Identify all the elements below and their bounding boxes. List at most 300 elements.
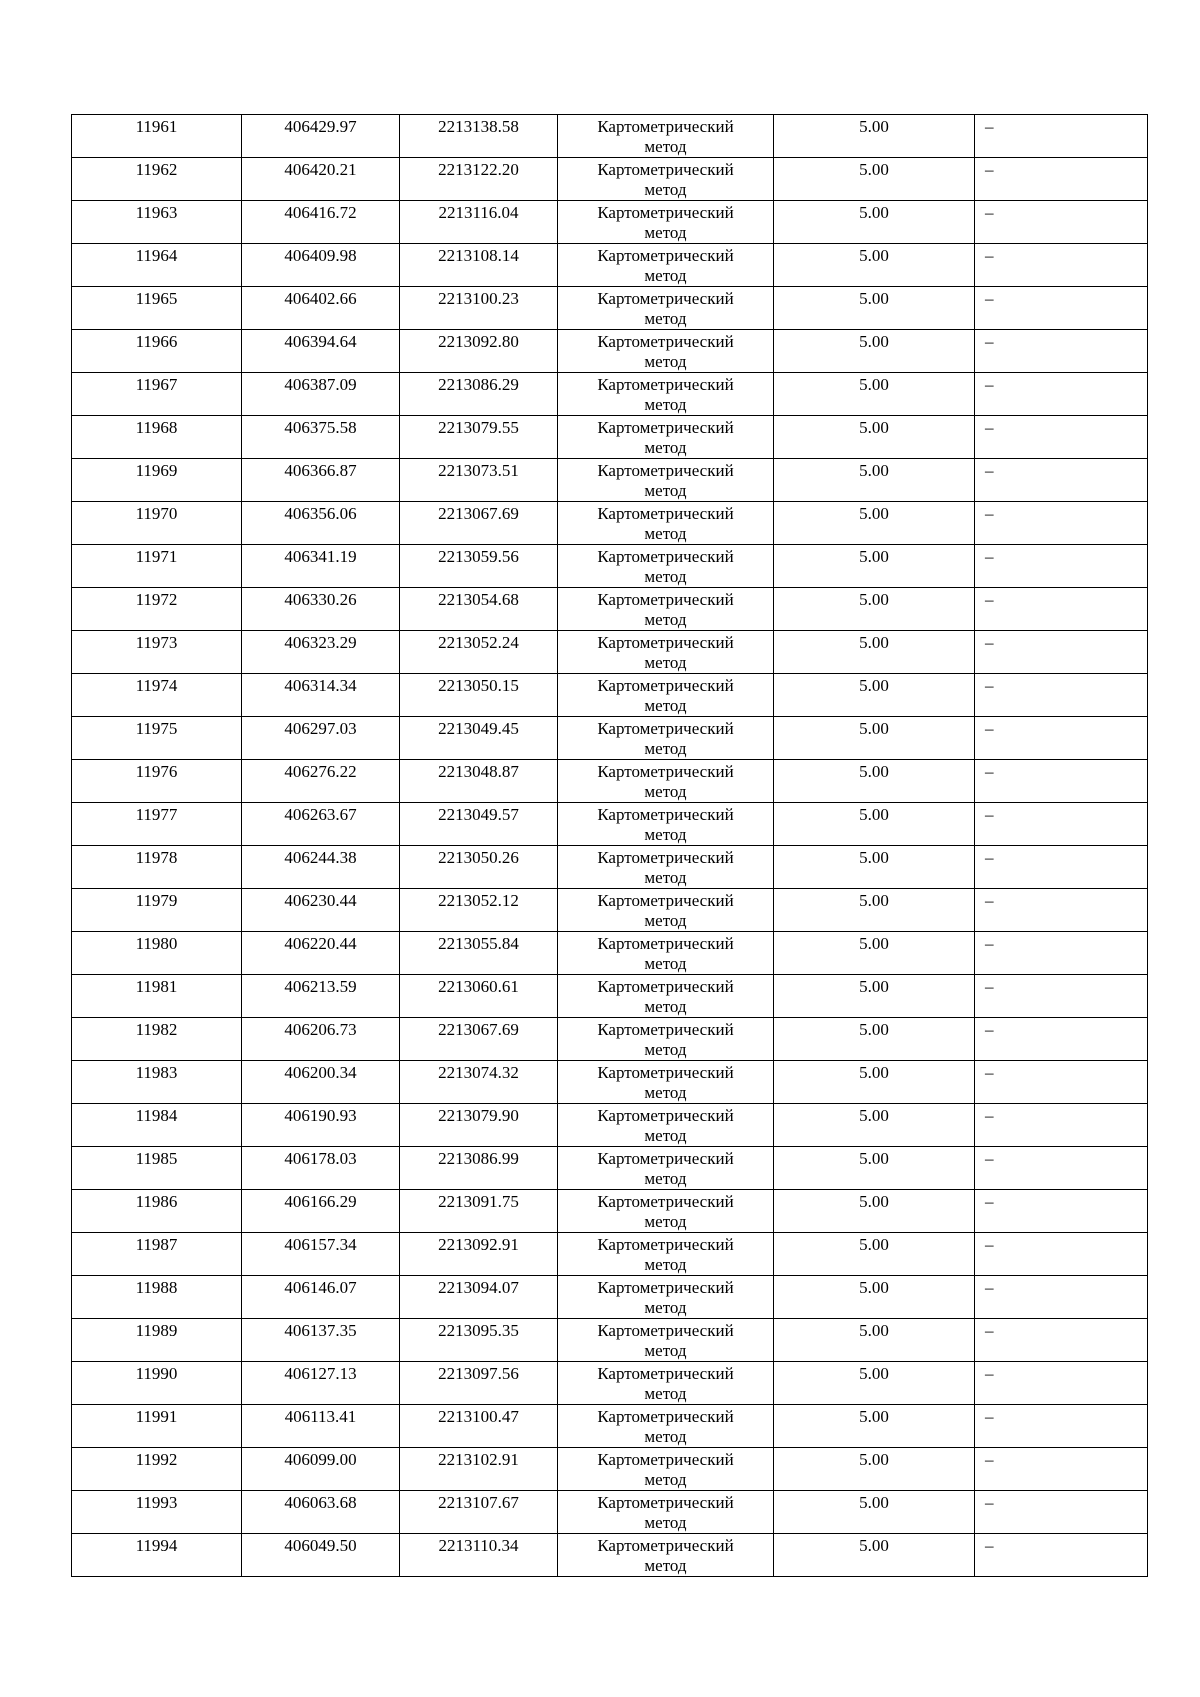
y-coordinate-cell bbox=[400, 502, 558, 545]
accuracy-cell-text: 5.00 bbox=[859, 289, 889, 308]
x-coordinate-cell bbox=[242, 287, 400, 330]
method-text bbox=[558, 1147, 773, 1189]
x-coordinate-cell bbox=[242, 1061, 400, 1104]
note-cell bbox=[975, 373, 1148, 416]
x-coordinate-cell-text: 406416.72 bbox=[284, 203, 357, 222]
point-number-cell bbox=[72, 1104, 242, 1147]
x-coordinate-cell-text: 406157.34 bbox=[284, 1235, 357, 1254]
accuracy-cell-text: 5.00 bbox=[859, 1020, 889, 1039]
method-line-2: метод bbox=[644, 137, 687, 156]
method-line-2: метод bbox=[644, 1212, 687, 1231]
note-cell bbox=[975, 1018, 1148, 1061]
x-coordinate-cell-text: 406113.41 bbox=[284, 1407, 357, 1426]
method-text bbox=[558, 975, 773, 1017]
table-row bbox=[72, 115, 1148, 158]
x-coordinate-cell bbox=[242, 1534, 400, 1577]
y-coordinate-cell bbox=[400, 287, 558, 330]
method-cell bbox=[558, 932, 774, 975]
y-coordinate-cell bbox=[400, 1362, 558, 1405]
point-number-cell bbox=[72, 1405, 242, 1448]
point-number-cell-text: 11973 bbox=[135, 633, 178, 652]
y-coordinate-cell-text: 2213052.24 bbox=[438, 633, 519, 652]
method-line-2: метод bbox=[644, 1169, 687, 1188]
method-text bbox=[558, 1319, 773, 1361]
note-cell-text: – bbox=[985, 1106, 994, 1125]
coordinates-table-body bbox=[72, 115, 1148, 1577]
x-coordinate-cell-text: 406190.93 bbox=[284, 1106, 357, 1125]
x-coordinate-cell bbox=[242, 631, 400, 674]
table-row bbox=[72, 1190, 1148, 1233]
method-line-1: Картометрический bbox=[597, 1020, 734, 1039]
y-coordinate-cell-text: 2213052.12 bbox=[438, 891, 519, 910]
point-number-cell bbox=[72, 545, 242, 588]
accuracy-cell-text: 5.00 bbox=[859, 203, 889, 222]
x-coordinate-cell-text: 406220.44 bbox=[284, 934, 357, 953]
y-coordinate-cell-text: 2213079.90 bbox=[438, 1106, 519, 1125]
y-coordinate-cell-text: 2213086.99 bbox=[438, 1149, 519, 1168]
method-line-2: метод bbox=[644, 610, 687, 629]
x-coordinate-cell-text: 406063.68 bbox=[284, 1493, 357, 1512]
accuracy-cell bbox=[774, 373, 975, 416]
method-line-1: Картометрический bbox=[597, 1192, 734, 1211]
accuracy-cell-text: 5.00 bbox=[859, 418, 889, 437]
note-cell bbox=[975, 287, 1148, 330]
point-number-cell-text: 11981 bbox=[135, 977, 178, 996]
note-cell bbox=[975, 1319, 1148, 1362]
method-cell bbox=[558, 1190, 774, 1233]
method-line-2: метод bbox=[644, 1040, 687, 1059]
point-number-cell bbox=[72, 1319, 242, 1362]
method-cell bbox=[558, 1491, 774, 1534]
y-coordinate-cell-text: 2213107.67 bbox=[438, 1493, 519, 1512]
method-cell bbox=[558, 674, 774, 717]
method-cell bbox=[558, 1448, 774, 1491]
method-cell bbox=[558, 201, 774, 244]
table-row bbox=[72, 244, 1148, 287]
method-line-1: Картометрический bbox=[597, 504, 734, 523]
method-line-1: Картометрический bbox=[597, 1407, 734, 1426]
table-row bbox=[72, 717, 1148, 760]
method-cell bbox=[558, 459, 774, 502]
method-text bbox=[558, 674, 773, 716]
accuracy-cell-text: 5.00 bbox=[859, 547, 889, 566]
point-number-cell-text: 11994 bbox=[135, 1536, 178, 1555]
method-text bbox=[558, 1190, 773, 1232]
note-cell bbox=[975, 459, 1148, 502]
note-cell-text: – bbox=[985, 1192, 994, 1211]
method-line-1: Картометрический bbox=[597, 160, 734, 179]
point-number-cell-text: 11975 bbox=[135, 719, 178, 738]
x-coordinate-cell bbox=[242, 1233, 400, 1276]
point-number-cell bbox=[72, 717, 242, 760]
note-cell-text: – bbox=[985, 289, 994, 308]
y-coordinate-cell bbox=[400, 158, 558, 201]
table-row bbox=[72, 975, 1148, 1018]
y-coordinate-cell-text: 2213050.26 bbox=[438, 848, 519, 867]
method-line-2: метод bbox=[644, 782, 687, 801]
x-coordinate-cell bbox=[242, 115, 400, 158]
y-coordinate-cell-text: 2213108.14 bbox=[438, 246, 519, 265]
y-coordinate-cell bbox=[400, 373, 558, 416]
note-cell-text: – bbox=[985, 1450, 994, 1469]
point-number-cell bbox=[72, 631, 242, 674]
method-cell bbox=[558, 631, 774, 674]
note-cell-text: – bbox=[985, 160, 994, 179]
method-text bbox=[558, 1448, 773, 1490]
y-coordinate-cell bbox=[400, 1276, 558, 1319]
point-number-cell-text: 11974 bbox=[135, 676, 178, 695]
table-row bbox=[72, 373, 1148, 416]
x-coordinate-cell bbox=[242, 846, 400, 889]
method-text bbox=[558, 459, 773, 501]
y-coordinate-cell bbox=[400, 760, 558, 803]
accuracy-cell-text: 5.00 bbox=[859, 934, 889, 953]
method-line-1: Картометрический bbox=[597, 848, 734, 867]
note-cell-text: – bbox=[985, 977, 994, 996]
accuracy-cell bbox=[774, 803, 975, 846]
note-cell bbox=[975, 1061, 1148, 1104]
method-line-2: метод bbox=[644, 1255, 687, 1274]
y-coordinate-cell bbox=[400, 1018, 558, 1061]
y-coordinate-cell bbox=[400, 115, 558, 158]
accuracy-cell bbox=[774, 1405, 975, 1448]
table-row bbox=[72, 545, 1148, 588]
y-coordinate-cell-text: 2213097.56 bbox=[438, 1364, 519, 1383]
method-line-1: Картометрический bbox=[597, 762, 734, 781]
x-coordinate-cell-text: 406127.13 bbox=[284, 1364, 357, 1383]
method-cell bbox=[558, 1061, 774, 1104]
note-cell-text: – bbox=[985, 805, 994, 824]
y-coordinate-cell-text: 2213054.68 bbox=[438, 590, 519, 609]
point-number-cell bbox=[72, 932, 242, 975]
note-cell-text: – bbox=[985, 719, 994, 738]
note-cell bbox=[975, 760, 1148, 803]
method-text bbox=[558, 803, 773, 845]
accuracy-cell bbox=[774, 760, 975, 803]
point-number-cell-text: 11966 bbox=[135, 332, 178, 351]
method-line-2: метод bbox=[644, 997, 687, 1016]
y-coordinate-cell-text: 2213138.58 bbox=[438, 117, 519, 136]
method-line-2: метод bbox=[644, 1298, 687, 1317]
x-coordinate-cell bbox=[242, 459, 400, 502]
method-text bbox=[558, 287, 773, 329]
y-coordinate-cell bbox=[400, 717, 558, 760]
table-row bbox=[72, 1233, 1148, 1276]
y-coordinate-cell bbox=[400, 889, 558, 932]
y-coordinate-cell bbox=[400, 545, 558, 588]
note-cell-text: – bbox=[985, 332, 994, 351]
method-line-1: Картометрический bbox=[597, 1493, 734, 1512]
method-cell bbox=[558, 717, 774, 760]
method-text bbox=[558, 1491, 773, 1533]
accuracy-cell bbox=[774, 1362, 975, 1405]
y-coordinate-cell-text: 2213086.29 bbox=[438, 375, 519, 394]
method-text bbox=[558, 330, 773, 372]
accuracy-cell bbox=[774, 1233, 975, 1276]
method-line-1: Картометрический bbox=[597, 1235, 734, 1254]
note-cell bbox=[975, 1104, 1148, 1147]
method-text bbox=[558, 416, 773, 458]
note-cell-text: – bbox=[985, 1321, 994, 1340]
method-cell bbox=[558, 1104, 774, 1147]
x-coordinate-cell bbox=[242, 1362, 400, 1405]
point-number-cell-text: 11992 bbox=[135, 1450, 178, 1469]
accuracy-cell-text: 5.00 bbox=[859, 461, 889, 480]
note-cell bbox=[975, 1190, 1148, 1233]
accuracy-cell bbox=[774, 545, 975, 588]
y-coordinate-cell bbox=[400, 1190, 558, 1233]
table-row bbox=[72, 760, 1148, 803]
method-line-2: метод bbox=[644, 653, 687, 672]
point-number-cell-text: 11970 bbox=[135, 504, 178, 523]
note-cell bbox=[975, 1233, 1148, 1276]
method-line-2: метод bbox=[644, 1083, 687, 1102]
point-number-cell-text: 11971 bbox=[135, 547, 178, 566]
method-cell bbox=[558, 416, 774, 459]
point-number-cell bbox=[72, 1061, 242, 1104]
method-line-2: метод bbox=[644, 868, 687, 887]
point-number-cell bbox=[72, 201, 242, 244]
x-coordinate-cell-text: 406323.29 bbox=[284, 633, 357, 652]
y-coordinate-cell bbox=[400, 1061, 558, 1104]
note-cell-text: – bbox=[985, 418, 994, 437]
point-number-cell bbox=[72, 1147, 242, 1190]
method-line-1: Картометрический bbox=[597, 203, 734, 222]
method-cell bbox=[558, 1405, 774, 1448]
method-line-1: Картометрический bbox=[597, 418, 734, 437]
accuracy-cell-text: 5.00 bbox=[859, 375, 889, 394]
x-coordinate-cell-text: 406166.29 bbox=[284, 1192, 357, 1211]
method-text bbox=[558, 846, 773, 888]
table-row bbox=[72, 1448, 1148, 1491]
point-number-cell-text: 11990 bbox=[135, 1364, 178, 1383]
point-number-cell bbox=[72, 244, 242, 287]
method-cell bbox=[558, 373, 774, 416]
accuracy-cell-text: 5.00 bbox=[859, 246, 889, 265]
method-line-2: метод bbox=[644, 1470, 687, 1489]
method-line-2: метод bbox=[644, 954, 687, 973]
x-coordinate-cell bbox=[242, 545, 400, 588]
x-coordinate-cell-text: 406230.44 bbox=[284, 891, 357, 910]
method-cell bbox=[558, 115, 774, 158]
accuracy-cell bbox=[774, 1104, 975, 1147]
method-line-2: метод bbox=[644, 180, 687, 199]
point-number-cell bbox=[72, 1233, 242, 1276]
point-number-cell bbox=[72, 803, 242, 846]
accuracy-cell bbox=[774, 1491, 975, 1534]
y-coordinate-cell bbox=[400, 631, 558, 674]
method-line-1: Картометрический bbox=[597, 289, 734, 308]
x-coordinate-cell-text: 406375.58 bbox=[284, 418, 357, 437]
note-cell bbox=[975, 1448, 1148, 1491]
point-number-cell-text: 11986 bbox=[135, 1192, 178, 1211]
x-coordinate-cell bbox=[242, 1018, 400, 1061]
note-cell-text: – bbox=[985, 1235, 994, 1254]
y-coordinate-cell bbox=[400, 201, 558, 244]
note-cell bbox=[975, 330, 1148, 373]
method-line-2: метод bbox=[644, 1427, 687, 1446]
note-cell bbox=[975, 975, 1148, 1018]
x-coordinate-cell-text: 406276.22 bbox=[284, 762, 357, 781]
accuracy-cell bbox=[774, 1018, 975, 1061]
table-row bbox=[72, 158, 1148, 201]
note-cell-text: – bbox=[985, 547, 994, 566]
note-cell-text: – bbox=[985, 1149, 994, 1168]
point-number-cell bbox=[72, 1491, 242, 1534]
x-coordinate-cell bbox=[242, 1405, 400, 1448]
accuracy-cell bbox=[774, 846, 975, 889]
method-line-1: Картометрический bbox=[597, 633, 734, 652]
y-coordinate-cell bbox=[400, 1491, 558, 1534]
point-number-cell-text: 11964 bbox=[135, 246, 178, 265]
method-line-1: Картометрический bbox=[597, 117, 734, 136]
point-number-cell bbox=[72, 588, 242, 631]
method-text bbox=[558, 631, 773, 673]
accuracy-cell-text: 5.00 bbox=[859, 805, 889, 824]
x-coordinate-cell-text: 406387.09 bbox=[284, 375, 357, 394]
point-number-cell-text: 11991 bbox=[135, 1407, 178, 1426]
method-cell bbox=[558, 588, 774, 631]
note-cell bbox=[975, 1534, 1148, 1577]
point-number-cell bbox=[72, 846, 242, 889]
accuracy-cell bbox=[774, 932, 975, 975]
note-cell bbox=[975, 631, 1148, 674]
method-text bbox=[558, 717, 773, 759]
note-cell bbox=[975, 502, 1148, 545]
method-line-1: Картометрический bbox=[597, 934, 734, 953]
note-cell-text: – bbox=[985, 375, 994, 394]
y-coordinate-cell bbox=[400, 459, 558, 502]
y-coordinate-cell-text: 2213049.57 bbox=[438, 805, 519, 824]
y-coordinate-cell bbox=[400, 1147, 558, 1190]
accuracy-cell bbox=[774, 1319, 975, 1362]
y-coordinate-cell-text: 2213094.07 bbox=[438, 1278, 519, 1297]
point-number-cell bbox=[72, 1362, 242, 1405]
accuracy-cell bbox=[774, 1448, 975, 1491]
method-cell bbox=[558, 287, 774, 330]
accuracy-cell-text: 5.00 bbox=[859, 633, 889, 652]
note-cell-text: – bbox=[985, 1063, 994, 1082]
point-number-cell bbox=[72, 674, 242, 717]
table-row bbox=[72, 416, 1148, 459]
note-cell-text: – bbox=[985, 504, 994, 523]
y-coordinate-cell-text: 2213074.32 bbox=[438, 1063, 519, 1082]
accuracy-cell-text: 5.00 bbox=[859, 977, 889, 996]
y-coordinate-cell-text: 2213116.04 bbox=[438, 203, 519, 222]
x-coordinate-cell bbox=[242, 1104, 400, 1147]
accuracy-cell-text: 5.00 bbox=[859, 160, 889, 179]
accuracy-cell-text: 5.00 bbox=[859, 1235, 889, 1254]
x-coordinate-cell-text: 406409.98 bbox=[284, 246, 357, 265]
note-cell-text: – bbox=[985, 762, 994, 781]
table-row bbox=[72, 1147, 1148, 1190]
method-line-2: метод bbox=[644, 1384, 687, 1403]
method-text bbox=[558, 1018, 773, 1060]
point-number-cell bbox=[72, 158, 242, 201]
method-cell bbox=[558, 889, 774, 932]
accuracy-cell bbox=[774, 975, 975, 1018]
accuracy-cell-text: 5.00 bbox=[859, 332, 889, 351]
y-coordinate-cell-text: 2213073.51 bbox=[438, 461, 519, 480]
y-coordinate-cell bbox=[400, 416, 558, 459]
y-coordinate-cell-text: 2213110.34 bbox=[438, 1536, 519, 1555]
accuracy-cell-text: 5.00 bbox=[859, 1450, 889, 1469]
table-row bbox=[72, 1319, 1148, 1362]
method-line-2: метод bbox=[644, 1556, 687, 1575]
note-cell-text: – bbox=[985, 848, 994, 867]
point-number-cell-text: 11985 bbox=[135, 1149, 178, 1168]
note-cell bbox=[975, 932, 1148, 975]
method-cell bbox=[558, 1018, 774, 1061]
accuracy-cell-text: 5.00 bbox=[859, 1364, 889, 1383]
x-coordinate-cell-text: 406394.64 bbox=[284, 332, 357, 351]
method-line-1: Картометрический bbox=[597, 977, 734, 996]
note-cell-text: – bbox=[985, 203, 994, 222]
point-number-cell bbox=[72, 1448, 242, 1491]
note-cell bbox=[975, 1147, 1148, 1190]
note-cell bbox=[975, 115, 1148, 158]
accuracy-cell-text: 5.00 bbox=[859, 1278, 889, 1297]
point-number-cell bbox=[72, 889, 242, 932]
method-text bbox=[558, 158, 773, 200]
method-cell bbox=[558, 1534, 774, 1577]
point-number-cell-text: 11980 bbox=[135, 934, 178, 953]
method-line-2: метод bbox=[644, 481, 687, 500]
method-text bbox=[558, 1534, 773, 1576]
table-row bbox=[72, 330, 1148, 373]
point-number-cell bbox=[72, 760, 242, 803]
accuracy-cell bbox=[774, 674, 975, 717]
method-line-1: Картометрический bbox=[597, 1063, 734, 1082]
accuracy-cell-text: 5.00 bbox=[859, 504, 889, 523]
note-cell-text: – bbox=[985, 1364, 994, 1383]
accuracy-cell-text: 5.00 bbox=[859, 1192, 889, 1211]
x-coordinate-cell-text: 406366.87 bbox=[284, 461, 357, 480]
point-number-cell bbox=[72, 416, 242, 459]
method-line-1: Картометрический bbox=[597, 1321, 734, 1340]
accuracy-cell bbox=[774, 1276, 975, 1319]
x-coordinate-cell-text: 406137.35 bbox=[284, 1321, 357, 1340]
y-coordinate-cell bbox=[400, 1405, 558, 1448]
method-line-2: метод bbox=[644, 223, 687, 242]
accuracy-cell-text: 5.00 bbox=[859, 117, 889, 136]
y-coordinate-cell-text: 2213079.55 bbox=[438, 418, 519, 437]
table-row bbox=[72, 201, 1148, 244]
point-number-cell bbox=[72, 1276, 242, 1319]
method-line-2: метод bbox=[644, 309, 687, 328]
x-coordinate-cell-text: 406263.67 bbox=[284, 805, 357, 824]
note-cell-text: – bbox=[985, 461, 994, 480]
method-line-1: Картометрический bbox=[597, 332, 734, 351]
point-number-cell-text: 11969 bbox=[135, 461, 178, 480]
x-coordinate-cell bbox=[242, 975, 400, 1018]
table-row bbox=[72, 889, 1148, 932]
note-cell bbox=[975, 158, 1148, 201]
point-number-cell bbox=[72, 1190, 242, 1233]
note-cell bbox=[975, 201, 1148, 244]
x-coordinate-cell-text: 406341.19 bbox=[284, 547, 357, 566]
note-cell bbox=[975, 674, 1148, 717]
point-number-cell-text: 11976 bbox=[135, 762, 178, 781]
note-cell-text: – bbox=[985, 676, 994, 695]
note-cell bbox=[975, 1491, 1148, 1534]
method-line-2: метод bbox=[644, 524, 687, 543]
method-text bbox=[558, 373, 773, 415]
point-number-cell bbox=[72, 459, 242, 502]
y-coordinate-cell bbox=[400, 674, 558, 717]
note-cell bbox=[975, 717, 1148, 760]
method-text bbox=[558, 115, 773, 157]
